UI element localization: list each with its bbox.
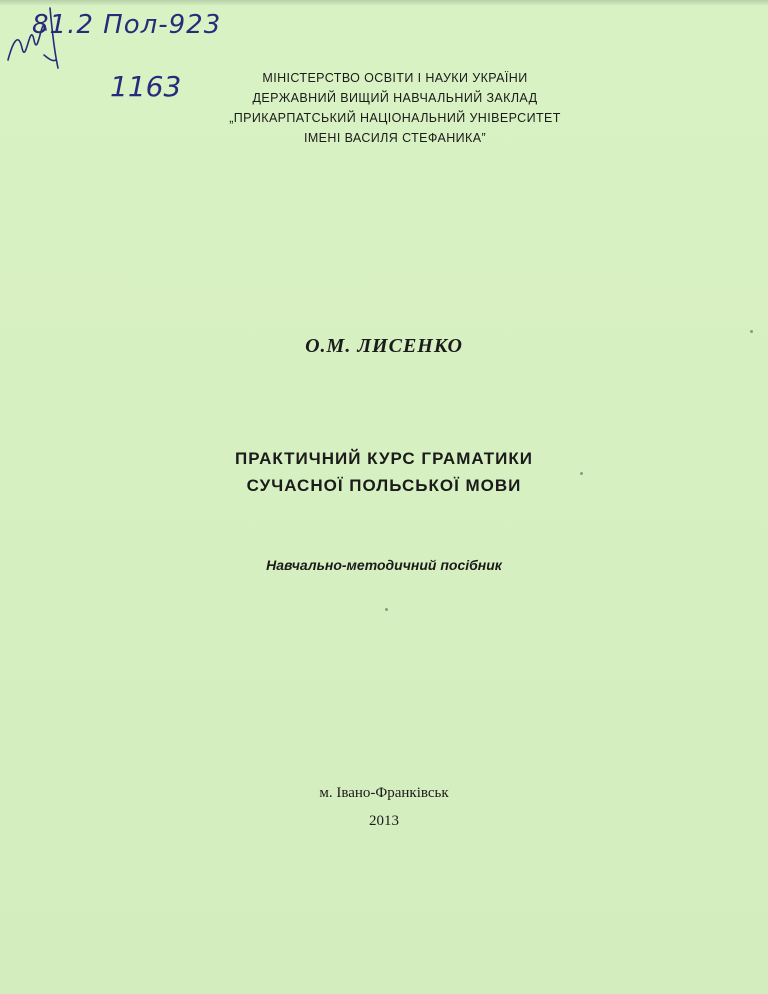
scan-edge-shadow	[0, 0, 768, 6]
author-name: О.М. ЛИСЕНКО	[305, 335, 463, 357]
institution-header	[120, 68, 670, 148]
paper-speck	[385, 608, 388, 611]
book-title	[0, 445, 768, 499]
paper-speck	[580, 472, 583, 475]
handwritten-catalog-code: 81.2 Пол-923	[32, 10, 222, 40]
paper-speck	[750, 330, 753, 333]
institution-line-2: ДЕРЖАВНИЙ ВИЩИЙ НАВЧАЛЬНИЙ ЗАКЛАД	[252, 91, 538, 105]
institution-line-3: „ПРИКАРПАТСЬКИЙ НАЦІОНАЛЬНИЙ УНІВЕРСИТЕТ	[229, 111, 561, 125]
publication-city: м. Івано-Франківськ	[319, 785, 449, 801]
handwritten-accession-number: 1163	[110, 70, 182, 103]
book-title-line-2: СУЧАСНОЇ ПОЛЬСЬКОЇ МОВИ	[246, 476, 522, 495]
book-subtitle: Навчально-методичний посібник	[266, 557, 502, 573]
publication-year: 2013	[369, 813, 399, 829]
institution-line-4: ІМЕНІ ВАСИЛЯ СТЕФАНИКА”	[303, 131, 487, 145]
book-title-line-1: ПРАКТИЧНИЙ КУРС ГРАМАТИКИ	[235, 449, 533, 468]
institution-line-1: МІНІСТЕРСТВО ОСВІТИ І НАУКИ УКРАЇНИ	[262, 71, 528, 85]
